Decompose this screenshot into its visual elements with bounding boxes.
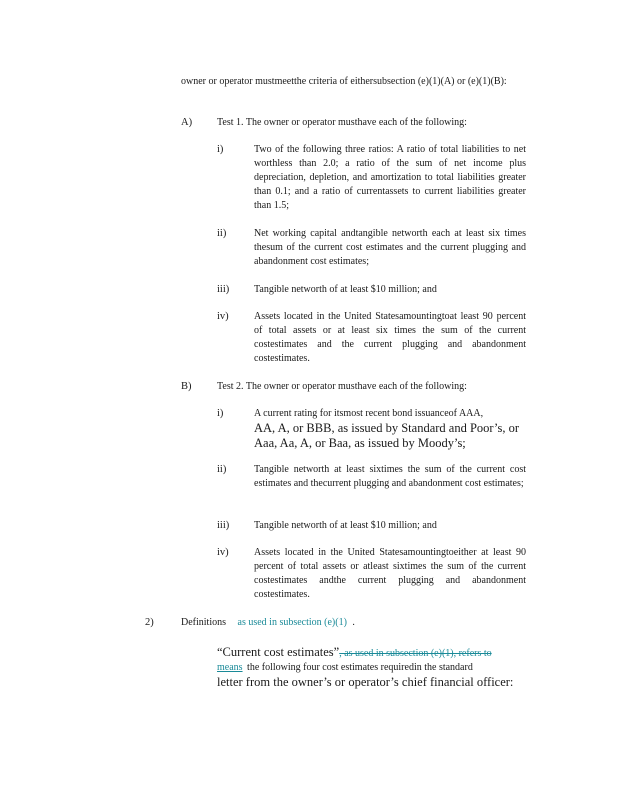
test-a-item-marker: i): [217, 144, 224, 155]
current-cost-definition: [217, 643, 527, 690]
test-a-item-marker: iii): [217, 284, 230, 295]
bond-rating-agencies: AA, A, or BBB, as issued by Standard and Poor’s, or Aaa, Aa, A, or Baa, as issued by Moody’s;: [254, 421, 520, 450]
test-a-item-text: Net working capital andtangible networth each at least six times thesum of the current cost estimates and the current plugging and abandonment cost estimates;: [254, 228, 526, 267]
test-a-marker: A): [181, 117, 193, 128]
test-a-item-text: Assets located in the United Statesamountingtoat least 90 percent of total assets or at least six times the sum of the current costestimates and the current plugging and abandonment costestimates.: [254, 311, 526, 364]
inserted-means: means: [217, 662, 243, 673]
deleted-text: , as used in subsection (e)(1), refers to: [339, 648, 492, 659]
test-b-item-text: Tangible networth at least sixtimes the sum of the current cost estimates and thecurrent plugging and abandonment cost estimates;: [254, 464, 526, 489]
test-b-marker: B): [181, 381, 192, 392]
definitions-period: .: [352, 617, 355, 628]
test-b-item-text: Tangible networth of at least $10 million; and: [254, 520, 437, 531]
test-b-item-text: [254, 407, 539, 450]
test-a-item-text: Two of the following three ratios: A ratio of total liabilities to net worthless than 2.0; a ratio of the sum of net income plus depreciation, depletion, and amortization to total liabilities greater than 0.1; and a ratio of currentassets to current liabilities greater than 1.5;: [254, 144, 526, 211]
test-b-item-marker: ii): [217, 464, 227, 475]
test-b-item-marker: i): [217, 408, 224, 419]
intro-paragraph: owner or operator mustmeetthe criteria of eithersubsection (e)(1)(A) or (e)(1)(B):: [181, 76, 507, 87]
test-a-item-marker: iv): [217, 311, 229, 322]
defined-term: “Current cost estimates”: [217, 645, 340, 659]
definition-text: the following four cost estimates requiredin the standard: [247, 662, 473, 673]
test-a-item-marker: ii): [217, 228, 227, 239]
bond-rating-line: A current rating for itsmost recent bond issuanceof AAA,: [254, 408, 484, 419]
test-b-item-marker: iii): [217, 520, 230, 531]
test-b-item-marker: iv): [217, 547, 229, 558]
definitions-label: Definitions: [181, 617, 226, 628]
definitions-marker: 2): [145, 617, 154, 628]
definition-text-cont: letter from the owner’s or operator’s chief financial officer:: [217, 675, 514, 689]
test-a-item-text: Tangible networth of at least $10 million; and: [254, 284, 437, 295]
test-a-heading: Test 1. The owner or operator musthave each of the following:: [217, 117, 467, 128]
test-b-item-text: Assets located in the United Statesamountingtoeither at least 90 percent of total assets or atleast sixtimes the sum of the current costestimates andthe current plugging and abandonment costestimates.: [254, 547, 526, 600]
test-b-heading: Test 2. The owner or operator musthave each of the following:: [217, 381, 467, 392]
inserted-text: as used in subsection (e)(1): [237, 617, 347, 628]
definitions-heading: [181, 616, 501, 630]
